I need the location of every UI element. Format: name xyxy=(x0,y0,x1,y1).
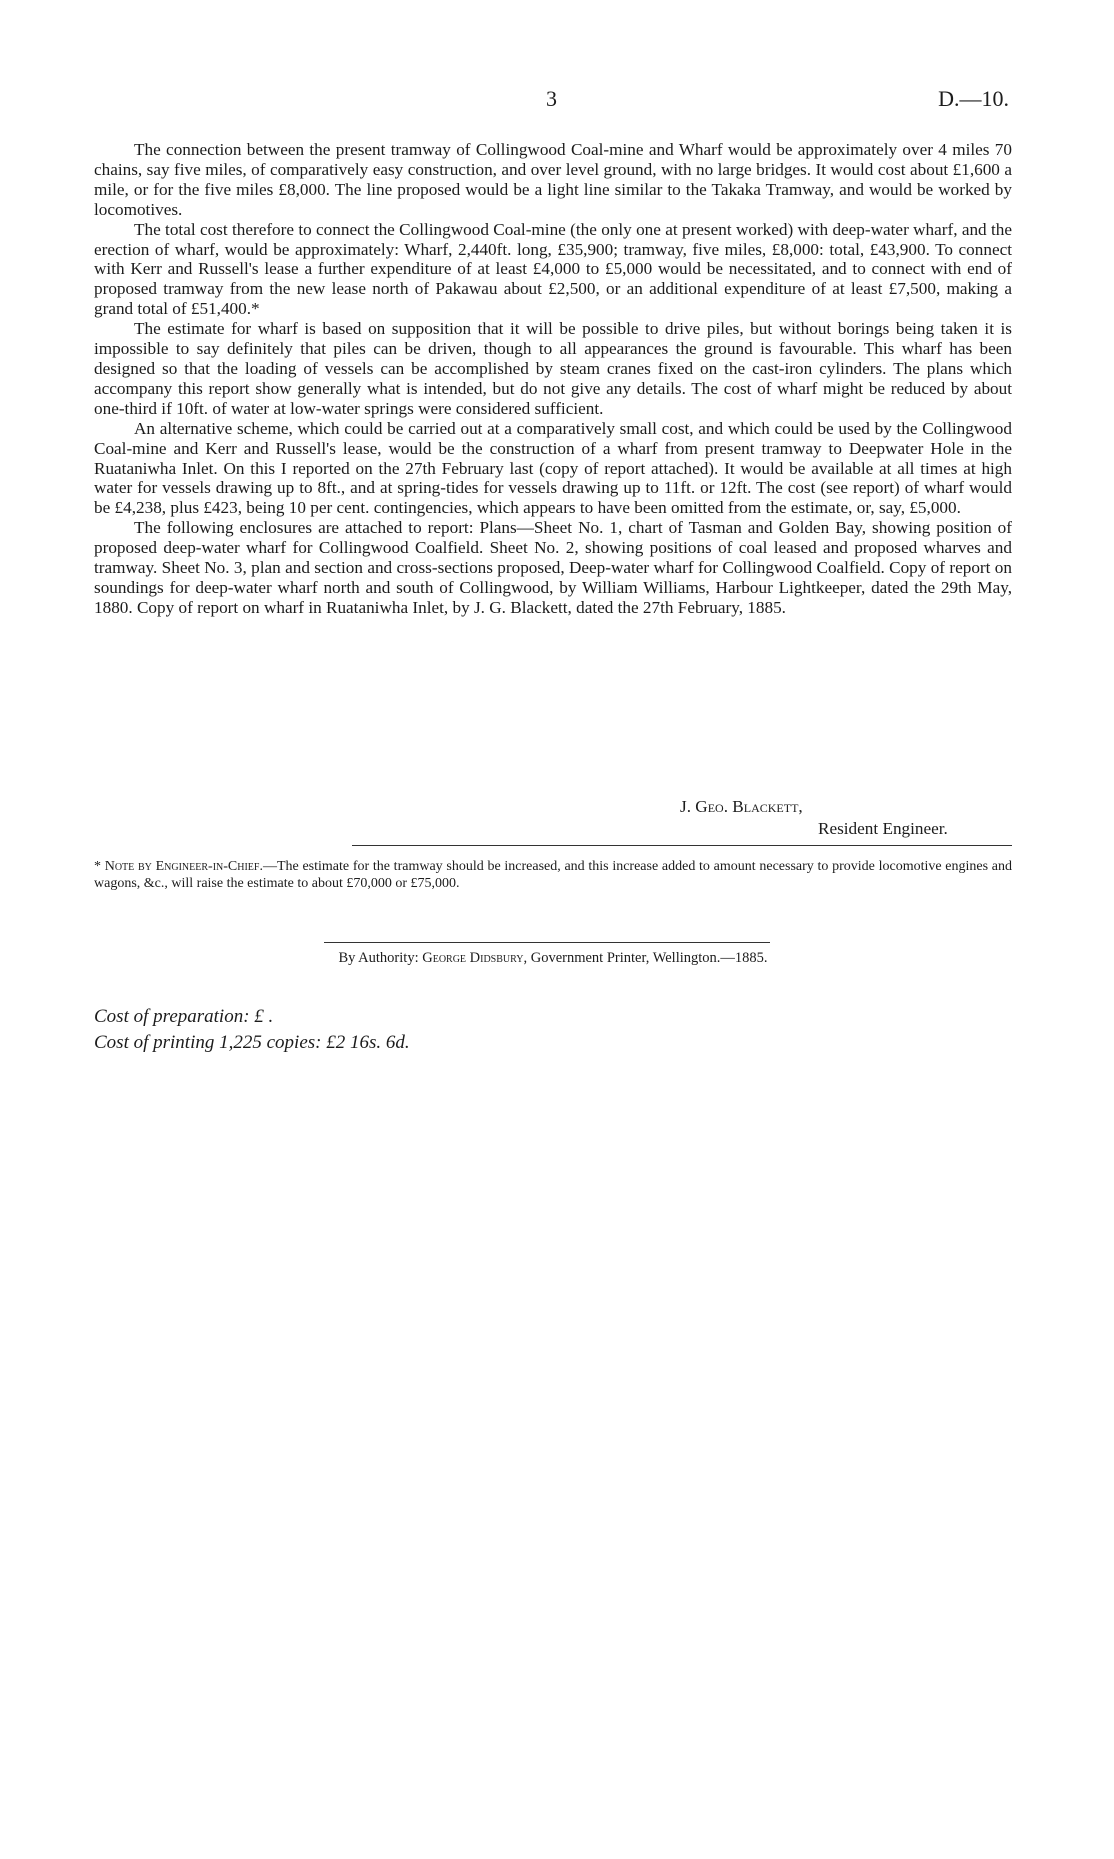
printer-divider xyxy=(324,942,770,943)
page-number: 3 xyxy=(546,86,557,111)
document-reference: D.—10. xyxy=(938,86,1009,111)
footnote-heading: * Note by Engineer-in-Chief. xyxy=(94,859,263,874)
signature-block xyxy=(94,796,1012,840)
cost-notes xyxy=(94,1004,410,1056)
printer-imprint xyxy=(94,950,1012,967)
printer-name: George Didsbury xyxy=(422,950,524,966)
cost-of-preparation: Cost of preparation: £ . xyxy=(94,1006,274,1027)
paragraph-tramway-connection: The connection between the present tramway of Collingwood Coal-mine and Wharf would be approximately over 4 miles 70 chains, say five miles, of comparatively easy construction, and over level ground, with no large bridges. It would cost about £1,600 a mile, or for the five miles £8,000. The line proposed would be a light line similar to the Takaka Tramway, and would be worked by locomotives. xyxy=(94,140,1012,219)
footnote xyxy=(94,858,1012,892)
signature-name: J. Geo. Blackett, xyxy=(680,797,803,816)
paragraph-alternative-scheme: An alternative scheme, which could be carried out at a comparatively small cost, and which could be used by the Collingwood Coal-mine and Kerr and Russell's lease, would be the construction of a wharf from present tramway to Deepwater Hole in the Ruataniwha Inlet. On this I reported on the 27th February last (copy of report attached). It would be available at all times at high water for vessels drawing up to 8ft., and at spring-tides for vessels drawing up to 11ft. or 12ft. The cost (see report) of wharf would be £4,238, plus £423, being 10 per cent. contingencies, which appears to have been omitted from the estimate, or, say, £5,000. xyxy=(94,418,1012,518)
paragraph-wharf-estimate: The estimate for wharf is based on supposition that it will be possible to drive piles, but without borings being taken it is impossible to say definitely that piles can be driven, though to all appearances the ground is favourable. This wharf has been designed so that the loading of vessels can be accomplished by steam cranes fixed on the cast-iron cylinders. The plans which accompany this report show generally what is intended, but do not give any details. The cost of wharf might be reduced by about one-third if 10ft. of water at low-water springs were considered sufficient. xyxy=(94,319,1012,418)
printer-suffix: , Government Printer, Wellington.—1885. xyxy=(523,950,768,966)
paragraph-total-cost: The total cost therefore to connect the Collingwood Coal-mine (the only one at present worked) with deep-water wharf, and the erection of wharf, would be approximately: Wharf, 2,440ft. long, £35,900; tramway, five miles, £8,000: total, £43,900. To connect with Kerr and Russell's lease a further expenditure of at least £4,000 to £5,000 would be necessitated, and to connect with end of proposed tramway from the new lease north of Pakawau about £2,500, or an additional expenditure of at least £7,500, making a grand total of £51,400.* xyxy=(94,219,1012,319)
signature-title: Resident Engineer. xyxy=(818,819,948,838)
printer-prefix: By Authority: xyxy=(338,950,423,966)
cost-of-printing: Cost of printing 1,225 copies: £2 16s. 6d. xyxy=(94,1032,410,1053)
footnote-text: —The estimate for the tramway should be increased, and this increase added to amount necessary to provide locomotive engines and wagons, &c., will raise the estimate to about £70,000 or £75,000. xyxy=(94,859,1012,891)
report-body xyxy=(94,140,1012,618)
paragraph-enclosures: The following enclosures are attached to report: Plans—Sheet No. 1, chart of Tasman and Golden Bay, showing position of proposed deep-water wharf for Collingwood Coalfield. Sheet No. 2, showing positions of coal leased and proposed wharves and tramway. Sheet No. 3, plan and section and cross-sections proposed, Deep-water wharf for Collingwood Coalfield. Copy of report on soundings for deep-water wharf north and south of Collingwood, by William Williams, Harbour Lightkeeper, dated the 29th May, 1880. Copy of report on wharf in Ruataniwha Inlet, by J. G. Blackett, dated the 27th February, 1885. xyxy=(94,518,1012,617)
footnote-divider xyxy=(352,845,1012,846)
